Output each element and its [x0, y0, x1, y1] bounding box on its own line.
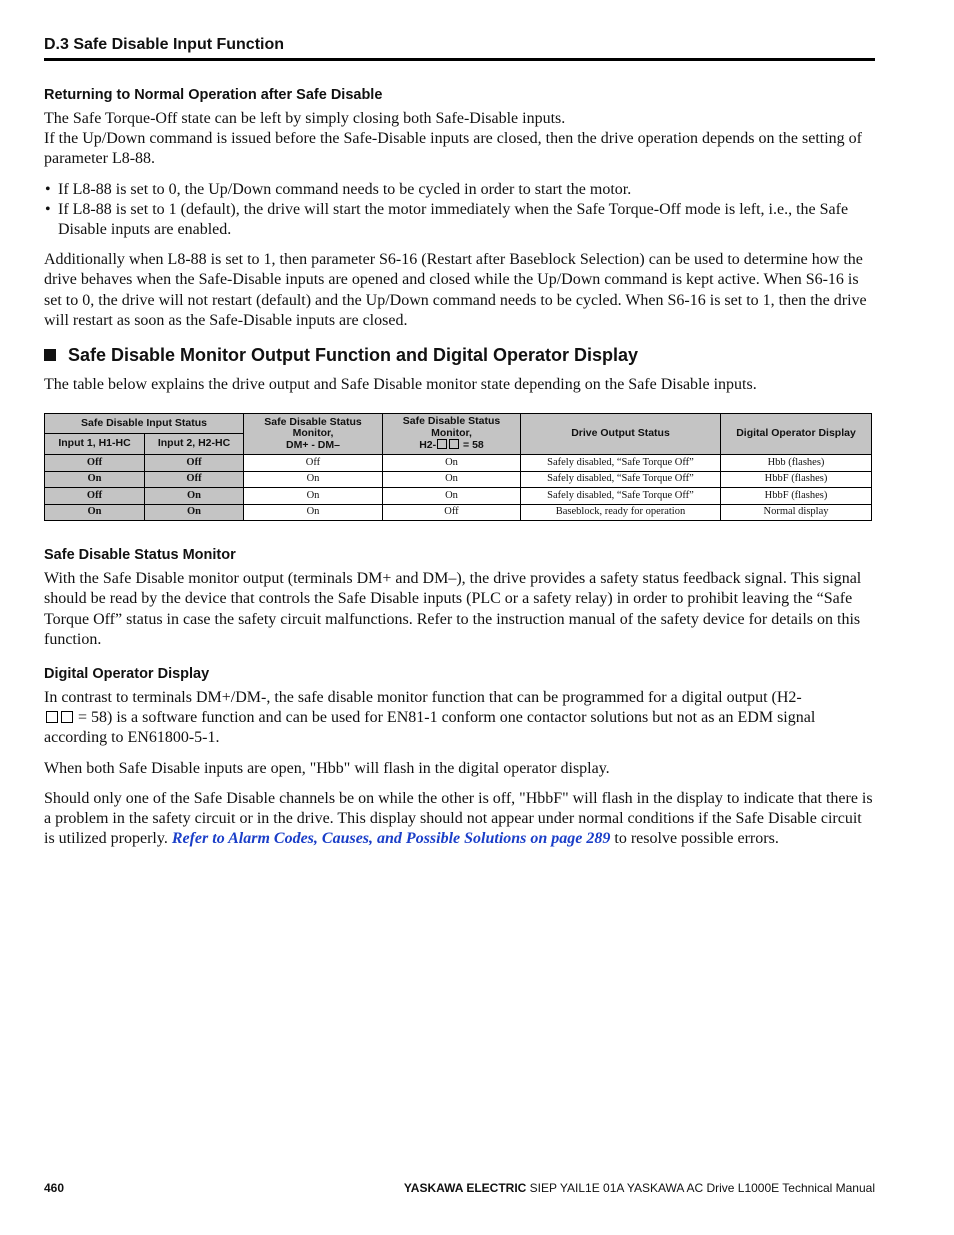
operator-display-paragraph-2: When both Safe Disable inputs are open, "Hbb" will flash in the digital operator display. [44, 759, 610, 777]
cell-input-2: Off [145, 455, 244, 472]
placeholder-box-icon [46, 711, 58, 723]
table-row [45, 455, 872, 472]
returning-paragraph-2: If the Up/Down command is issued before the Safe-Disable inputs are closed, then the drive operation depends on the setting of parameter L8-88. [44, 130, 862, 168]
bullet-icon: • [45, 200, 51, 218]
list-item [44, 200, 875, 240]
operator-display-paragraph-3: Should only one of the Safe Disable channels be on while the other is off, "HbbF" will flash in the display to indicate that there is a problem in the safety circuit or in the drive. This display should not appear under normal conditions if the Safe Disable circuit is utilized properly. Refer to Alarm Codes, Causes, and Possible Solutions on page 289 to resolve possible errors. [44, 789, 873, 848]
monitor-section-heading [44, 345, 875, 366]
returning-heading: Returning to Normal Operation after Safe Disable [44, 87, 383, 103]
operator-display-heading: Digital Operator Display [44, 666, 210, 683]
section-header: D.3 Safe Disable Input Function [44, 36, 875, 61]
bullet-text: If L8-88 is set to 1 (default), the drive will start the motor immediately when the Safe Torque-Off mode is left, i.e., the Safe Disable inputs are enabled. [58, 200, 849, 239]
returning-paragraph-1: The Safe Torque-Off state can be left by simply closing both Safe-Disable inputs. [44, 110, 566, 127]
cell-dm-monitor: Off [244, 455, 383, 472]
cell-dm-monitor: On [244, 471, 383, 488]
placeholder-box-icon [61, 711, 73, 723]
cell-operator-display: HbbF (flashes) [721, 488, 872, 505]
cell-input-2: Off [145, 471, 244, 488]
monitor-intro: The table below explains the drive output and Safe Disable monitor state depending on the Safe Disable inputs. [44, 376, 757, 394]
header-h2-monitor: Safe Disable Status Monitor, H2- = 58 [383, 414, 521, 455]
status-monitor-paragraph: With the Safe Disable monitor output (terminals DM+ and DM–), the drive provides a safety status feedback signal. This signal should be read by the device that controls the Safe Disable inputs (PLC or a safety relay) in order to prohibit leaving the “Safe Torque Off” status in case the safety circuit malfunctions. Refer to the instruction manual of the safety device for details on this function. [44, 570, 862, 648]
cell-operator-display: Hbb (flashes) [721, 455, 872, 472]
cell-h2-monitor: On [383, 455, 521, 472]
cell-h2-monitor: On [383, 471, 521, 488]
footer-brand: YASKAWA ELECTRIC [403, 1181, 527, 1195]
square-bullet-icon [44, 349, 56, 361]
page-number: 460 [44, 1181, 65, 1195]
cell-drive-output: Safely disabled, “Safe Torque Off” [521, 455, 721, 472]
status-monitor-heading: Safe Disable Status Monitor [44, 547, 236, 564]
cell-input-1: Off [45, 455, 145, 472]
header-operator-display: Digital Operator Display [721, 414, 872, 455]
header-dm-monitor: Safe Disable Status Monitor, DM+ - DM– [244, 414, 383, 455]
cell-drive-output: Safely disabled, “Safe Torque Off” [521, 471, 721, 488]
table-row [45, 504, 872, 521]
list-item [44, 180, 875, 200]
cell-drive-output: Baseblock, ready for operation [521, 504, 721, 521]
page [44, 36, 875, 859]
placeholder-box-icon [437, 439, 447, 449]
cell-input-1: Off [45, 488, 145, 505]
placeholder-box-icon [449, 439, 459, 449]
header-input-2: Input 2, H2-HC [145, 434, 244, 455]
bullet-text: If L8-88 is set to 0, the Up/Down command needs to be cycled in order to start the motor. [58, 180, 632, 198]
cell-dm-monitor: On [244, 504, 383, 521]
footer-doc-title: SIEP YAIL1E 01A YASKAWA AC Drive L1000E Technical Manual [526, 1181, 875, 1195]
cell-input-2: On [145, 504, 244, 521]
bullet-icon: • [45, 180, 51, 198]
returning-paragraph-3: Additionally when L8-88 is set to 1, then parameter S6-16 (Restart after Baseblock Selection) can be used to determine how the drive behaves when the Safe-Disable inputs are opened and closed while the Up/Down command is kept active. When S6-16 is set to 0, the drive will not restart (default) and the Up/Down command needs to be cycled. When S6-16 is set to 1, then the drive will restart as soon as the Safe-Disable inputs are closed. [44, 251, 867, 329]
cell-h2-monitor: Off [383, 504, 521, 521]
header-drive-output: Drive Output Status [521, 414, 721, 455]
cell-drive-output: Safely disabled, “Safe Torque Off” [521, 488, 721, 505]
monitor-section-title: Safe Disable Monitor Output Function and Digital Operator Display [68, 345, 639, 366]
alarm-codes-link[interactable]: Refer to Alarm Codes, Causes, and Possible Solutions on page 289 [171, 830, 611, 848]
cell-input-1: On [45, 504, 145, 521]
header-input-status: Safe Disable Input Status [45, 414, 244, 434]
operator-display-paragraph-1: In contrast to terminals DM+/DM-, the safe disable monitor function that can be programmed for a digital output (H2- = 58) is a software function and can be used for EN81-1 conform one contactor solutions but not as an EDM signal according to EN61800-5-1. [44, 689, 816, 747]
cell-operator-display: Normal display [721, 504, 872, 521]
cell-operator-display: HbbF (flashes) [721, 471, 872, 488]
cell-dm-monitor: On [244, 488, 383, 505]
cell-input-1: On [45, 471, 145, 488]
safe-disable-status-table [44, 413, 872, 521]
table-row [45, 488, 872, 505]
cell-h2-monitor: On [383, 488, 521, 505]
table-row [45, 471, 872, 488]
footer-doc-info [404, 1181, 875, 1195]
cell-input-2: On [145, 488, 244, 505]
l8-88-bullet-list [44, 180, 875, 241]
header-input-1: Input 1, H1-HC [45, 434, 145, 455]
